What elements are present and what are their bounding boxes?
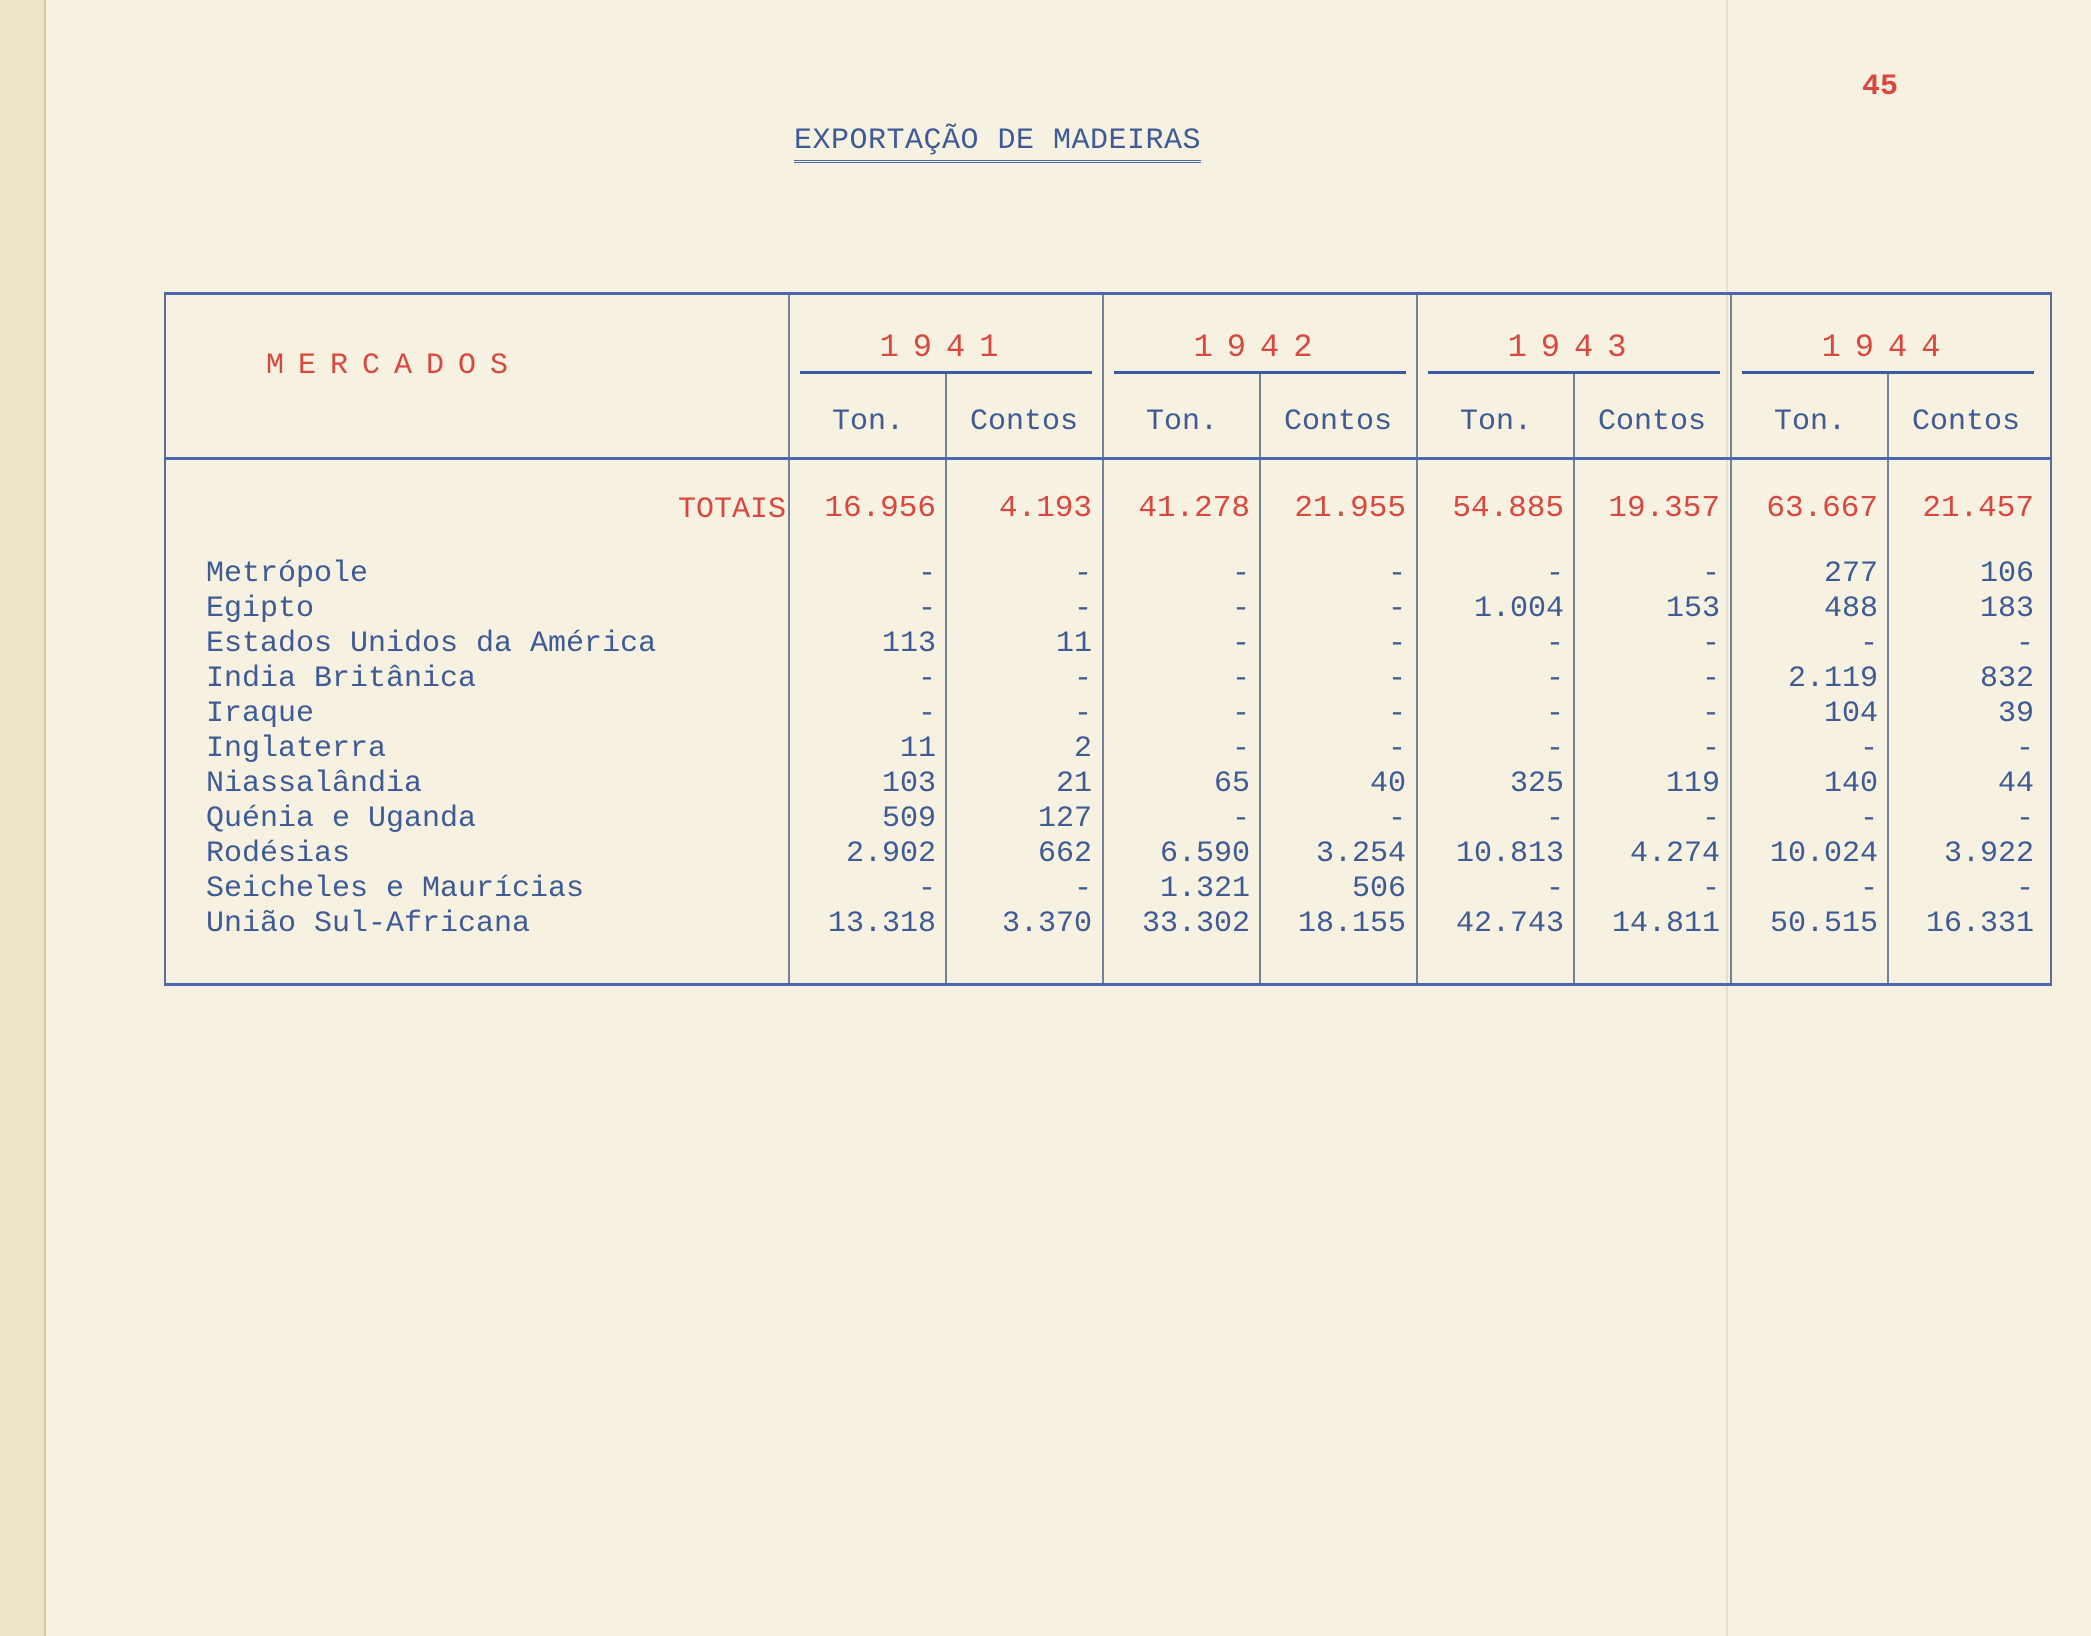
table-cell: 140 bbox=[1823, 767, 1878, 801]
market-label: Inglaterra bbox=[206, 732, 387, 766]
table-cell: - bbox=[2015, 627, 2034, 661]
header-rule bbox=[166, 457, 2050, 460]
table-cell: 104 bbox=[1823, 697, 1878, 731]
market-label: Niassalândia bbox=[206, 767, 423, 801]
total-cell: 16.956 bbox=[824, 491, 936, 526]
table-cell: 127 bbox=[1037, 802, 1092, 836]
contos-header: Contos bbox=[1597, 405, 1707, 439]
table-cell: - bbox=[1545, 872, 1564, 906]
table-cell: 33.302 bbox=[1141, 907, 1250, 941]
table-cell: 16.331 bbox=[1925, 907, 2034, 941]
table-cell: - bbox=[2015, 802, 2034, 836]
table-cell: - bbox=[1545, 627, 1564, 661]
table-cell: - bbox=[1387, 732, 1406, 766]
year-underline bbox=[1114, 371, 1406, 374]
year-underline bbox=[800, 371, 1092, 374]
table-cell: - bbox=[1231, 627, 1250, 661]
table-cell: 6.590 bbox=[1159, 837, 1250, 871]
table-cell: - bbox=[2015, 872, 2034, 906]
table-cell: 488 bbox=[1823, 592, 1878, 626]
table-cell: 506 bbox=[1351, 872, 1406, 906]
year-header: 1944 bbox=[1821, 329, 1955, 366]
table-cell: - bbox=[2015, 732, 2034, 766]
table-cell: - bbox=[917, 697, 936, 731]
table-cell: 832 bbox=[1979, 662, 2034, 696]
table-cell: - bbox=[1231, 592, 1250, 626]
table-cell: 113 bbox=[881, 627, 936, 661]
year-header: 1941 bbox=[879, 329, 1013, 366]
table-cell: 50.515 bbox=[1769, 907, 1878, 941]
table-cell: 11 bbox=[899, 732, 936, 766]
total-cell: 19.357 bbox=[1608, 491, 1720, 526]
table-cell: - bbox=[917, 557, 936, 591]
table-cell: - bbox=[1859, 872, 1878, 906]
table-cell: - bbox=[1387, 697, 1406, 731]
market-label: Egipto bbox=[206, 592, 315, 626]
table-cell: - bbox=[1231, 697, 1250, 731]
table-cell: - bbox=[1231, 732, 1250, 766]
table-cell: - bbox=[917, 662, 936, 696]
table-cell: 153 bbox=[1665, 592, 1720, 626]
market-label: Rodésias bbox=[206, 837, 351, 871]
market-label: Seicheles e Maurícias bbox=[206, 872, 585, 906]
table-cell: - bbox=[1073, 557, 1092, 591]
table-cell: 11 bbox=[1055, 627, 1092, 661]
table-cell: - bbox=[1387, 802, 1406, 836]
total-cell: 54.885 bbox=[1452, 491, 1564, 526]
table-cell: 325 bbox=[1509, 767, 1564, 801]
table-cell: - bbox=[1859, 802, 1878, 836]
table-cell: 44 bbox=[1997, 767, 2034, 801]
table-cell: - bbox=[1073, 872, 1092, 906]
table-cell: - bbox=[1231, 557, 1250, 591]
totals-label: TOTAIS bbox=[677, 493, 786, 527]
table-cell: - bbox=[1859, 627, 1878, 661]
year-underline bbox=[1742, 371, 2034, 374]
market-label: Iraque bbox=[206, 697, 315, 731]
table-cell: 1.321 bbox=[1159, 872, 1250, 906]
markets-header: MERCADOS bbox=[266, 349, 523, 383]
table-cell: 2.119 bbox=[1787, 662, 1878, 696]
market-label: União Sul-Africana bbox=[206, 907, 531, 941]
table-cell: - bbox=[1545, 732, 1564, 766]
table-cell: 2.902 bbox=[845, 837, 936, 871]
table-cell: 65 bbox=[1213, 767, 1250, 801]
table-cell: - bbox=[1701, 697, 1720, 731]
contos-header: Contos bbox=[1283, 405, 1393, 439]
table-cell: - bbox=[1701, 662, 1720, 696]
table-cell: 10.024 bbox=[1769, 837, 1878, 871]
total-cell: 63.667 bbox=[1766, 491, 1878, 526]
market-label: Metrópole bbox=[206, 557, 369, 591]
ton-header: Ton. bbox=[1773, 405, 1846, 439]
table-cell: - bbox=[1231, 662, 1250, 696]
table-cell: - bbox=[1701, 627, 1720, 661]
ton-header: Ton. bbox=[1459, 405, 1532, 439]
table-cell: - bbox=[1073, 697, 1092, 731]
market-label: India Britânica bbox=[206, 662, 477, 696]
page-title: EXPORTAÇÃO DE MADEIRAS bbox=[794, 124, 1201, 163]
table-cell: - bbox=[1701, 872, 1720, 906]
table-cell: 119 bbox=[1665, 767, 1720, 801]
table-cell: - bbox=[1701, 732, 1720, 766]
table-cell: 39 bbox=[1997, 697, 2034, 731]
table-cell: 14.811 bbox=[1611, 907, 1720, 941]
year-header: 1943 bbox=[1507, 329, 1641, 366]
table-cell: - bbox=[917, 872, 936, 906]
table-cell: - bbox=[1387, 662, 1406, 696]
ton-header: Ton. bbox=[831, 405, 904, 439]
page-edge bbox=[0, 0, 46, 1636]
table-cell: - bbox=[1545, 662, 1564, 696]
table-cell: - bbox=[1545, 697, 1564, 731]
page-number: 45 bbox=[1862, 70, 1899, 104]
table-cell: 10.813 bbox=[1455, 837, 1564, 871]
table-cell: 4.274 bbox=[1629, 837, 1720, 871]
table-cell: 3.922 bbox=[1943, 837, 2034, 871]
table-cell: - bbox=[917, 592, 936, 626]
table-cell: - bbox=[1545, 557, 1564, 591]
table-cell: 183 bbox=[1979, 592, 2034, 626]
table-cell: 106 bbox=[1979, 557, 2034, 591]
table-cell: 3.370 bbox=[1001, 907, 1092, 941]
contos-header: Contos bbox=[1911, 405, 2021, 439]
ton-header: Ton. bbox=[1145, 405, 1218, 439]
table-cell: - bbox=[1859, 732, 1878, 766]
table-cell: - bbox=[1231, 802, 1250, 836]
table-cell: - bbox=[1387, 557, 1406, 591]
table-cell: 18.155 bbox=[1297, 907, 1406, 941]
table-cell: 277 bbox=[1823, 557, 1878, 591]
year-header: 1942 bbox=[1193, 329, 1327, 366]
export-table bbox=[164, 292, 2052, 986]
table-cell: 42.743 bbox=[1455, 907, 1564, 941]
year-underline bbox=[1428, 371, 1720, 374]
table-cell: 662 bbox=[1037, 837, 1092, 871]
table-cell: 2 bbox=[1073, 732, 1092, 766]
market-label: Quénia e Uganda bbox=[206, 802, 477, 836]
table-cell: 3.254 bbox=[1315, 837, 1406, 871]
contos-header: Contos bbox=[969, 405, 1079, 439]
total-cell: 4.193 bbox=[998, 491, 1092, 526]
table-cell: 1.004 bbox=[1473, 592, 1564, 626]
table-cell: - bbox=[1073, 592, 1092, 626]
table-cell: - bbox=[1701, 802, 1720, 836]
table-cell: - bbox=[1387, 592, 1406, 626]
total-cell: 21.457 bbox=[1922, 491, 2034, 526]
table-cell: 40 bbox=[1369, 767, 1406, 801]
total-cell: 21.955 bbox=[1294, 491, 1406, 526]
table-cell: 13.318 bbox=[827, 907, 936, 941]
table-cell: - bbox=[1387, 627, 1406, 661]
table-cell: - bbox=[1073, 662, 1092, 696]
table-cell: 103 bbox=[881, 767, 936, 801]
total-cell: 41.278 bbox=[1138, 491, 1250, 526]
table-cell: - bbox=[1701, 557, 1720, 591]
table-cell: 21 bbox=[1055, 767, 1092, 801]
table-cell: - bbox=[1545, 802, 1564, 836]
table-cell: 509 bbox=[881, 802, 936, 836]
market-label: Estados Unidos da América bbox=[206, 627, 657, 661]
